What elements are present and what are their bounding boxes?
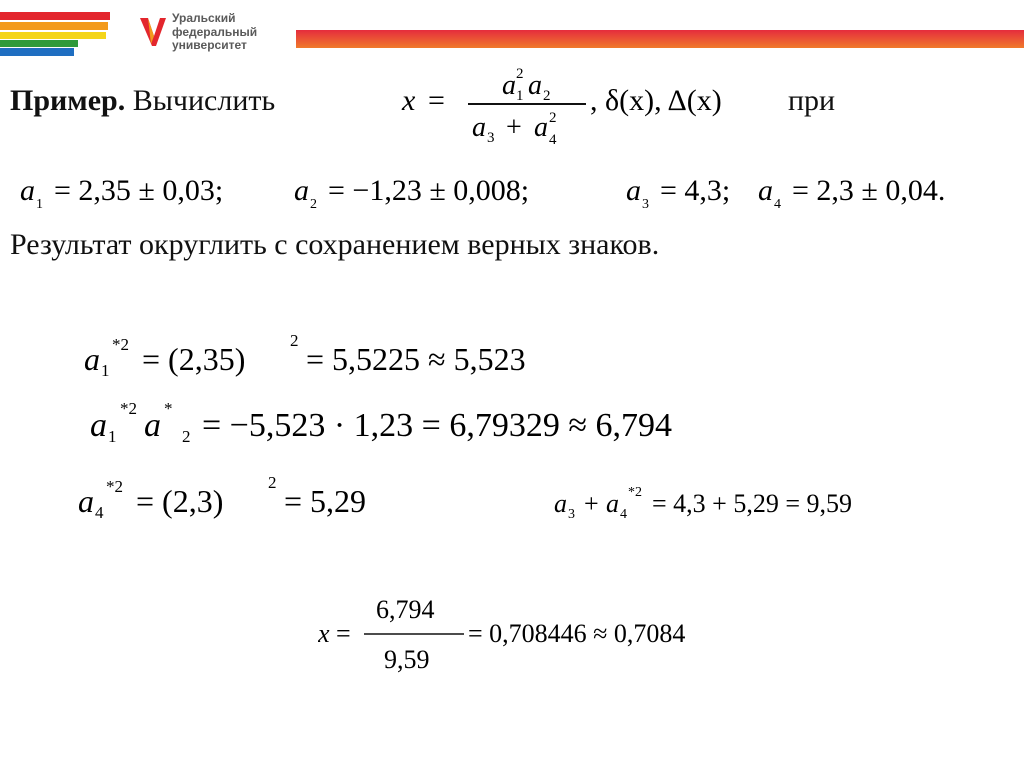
l4-a4: a (606, 489, 619, 518)
l4-sub3: 3 (568, 507, 575, 522)
l1-rhs: = (2,35) (142, 341, 246, 377)
solution-line-4 (554, 478, 994, 528)
l1-a: a (84, 341, 100, 377)
den-plus: + (506, 112, 522, 143)
stripe-yellow (0, 32, 106, 39)
l5-eq: = (336, 619, 351, 648)
l3-sup: *2 (106, 477, 123, 496)
l4-rest: = 4,3 + 5,29 = 9,59 (652, 489, 852, 518)
stripe-red (0, 12, 110, 20)
solution-line-3 (78, 470, 478, 530)
compute-label: Вычислить (132, 84, 276, 117)
l3-rhs-sup: 2 (268, 473, 277, 492)
solution-line-1 (84, 326, 644, 386)
l3-rest: = 5,29 (284, 483, 367, 519)
l3-a: a (78, 483, 94, 519)
l2-rest: = −5,523 · 1,23 = 6,79329 ≈ 6,794 (202, 407, 673, 444)
l1-rest: = 5,5225 ≈ 5,523 (306, 341, 526, 377)
given-a3-value: = 4,3; (660, 174, 731, 207)
den-sub4: 4 (549, 132, 557, 148)
l2-a2: a (144, 407, 161, 444)
stripe-orange (0, 22, 108, 30)
given-a2-sub: 2 (310, 197, 317, 212)
given-a1-sub: 1 (36, 197, 43, 212)
l2-sub2: 2 (182, 427, 191, 446)
given-a3-sub: 3 (642, 197, 649, 212)
den-a3: a (472, 112, 486, 143)
instruction-text: Результат округлить с сохранением верных знаков. (10, 228, 660, 261)
num-a1: a (502, 70, 516, 101)
l4-a3: a (554, 489, 567, 518)
formula-x (398, 66, 798, 156)
l4-plus: + (584, 489, 599, 518)
l2-a1: a (90, 407, 107, 444)
logo-line-3: университет (172, 38, 247, 52)
den-sub3: 3 (487, 130, 495, 146)
given-a4-var: a (758, 174, 773, 207)
logo-line-1: Уральский (172, 11, 236, 25)
stripe-blue (0, 48, 74, 56)
problem-heading (10, 84, 275, 118)
given-a3-var: a (626, 174, 641, 207)
den-a4: a (534, 112, 548, 143)
num-a2: a (528, 70, 542, 101)
l2-sub1: 1 (108, 427, 117, 446)
formula-eq: = (428, 84, 445, 117)
stripe-green (0, 40, 78, 47)
den-sup4: 2 (549, 110, 557, 126)
l5-rest: = 0,708446 ≈ 0,7084 (468, 619, 686, 648)
university-logo-icon (138, 14, 168, 52)
given-a4-sub: 4 (774, 197, 781, 212)
l5-x: x (318, 619, 330, 648)
l3-rhs: = (2,3) (136, 483, 224, 519)
l5-denominator: 9,59 (384, 645, 430, 674)
l4-sup: *2 (628, 485, 642, 500)
l2-sup1: *2 (120, 399, 137, 418)
problem-when: при (788, 84, 836, 117)
given-values (20, 168, 1010, 216)
num-sub1: 1 (516, 88, 524, 104)
given-a2-var: a (294, 174, 309, 207)
l1-sup: *2 (112, 335, 129, 354)
solution-line-5 (318, 588, 798, 680)
given-a1-var: a (20, 174, 35, 207)
logo-line-2: федеральный (172, 24, 258, 39)
l1-rhs-sup: 2 (290, 331, 299, 350)
example-label: Пример. (10, 84, 126, 117)
formula-tail: , δ(x), Δ(x) (590, 84, 722, 117)
university-logo-text (172, 12, 257, 53)
accent-line (296, 30, 1024, 48)
l2-sup2: * (164, 399, 173, 418)
given-a2-value: = −1,23 ± 0,008; (328, 174, 530, 207)
formula-lhs: x (402, 84, 416, 117)
given-a1-value: = 2,35 ± 0,03; (54, 174, 224, 207)
solution-line-2 (90, 392, 790, 452)
num-sub2: 2 (543, 88, 551, 104)
l3-sub: 4 (95, 503, 104, 522)
given-a4-value: = 2,3 ± 0,04. (792, 174, 946, 207)
num-sup1: 2 (516, 66, 524, 82)
l1-sub: 1 (101, 361, 110, 380)
l5-numerator: 6,794 (376, 595, 435, 624)
l4-sub4: 4 (620, 507, 627, 522)
